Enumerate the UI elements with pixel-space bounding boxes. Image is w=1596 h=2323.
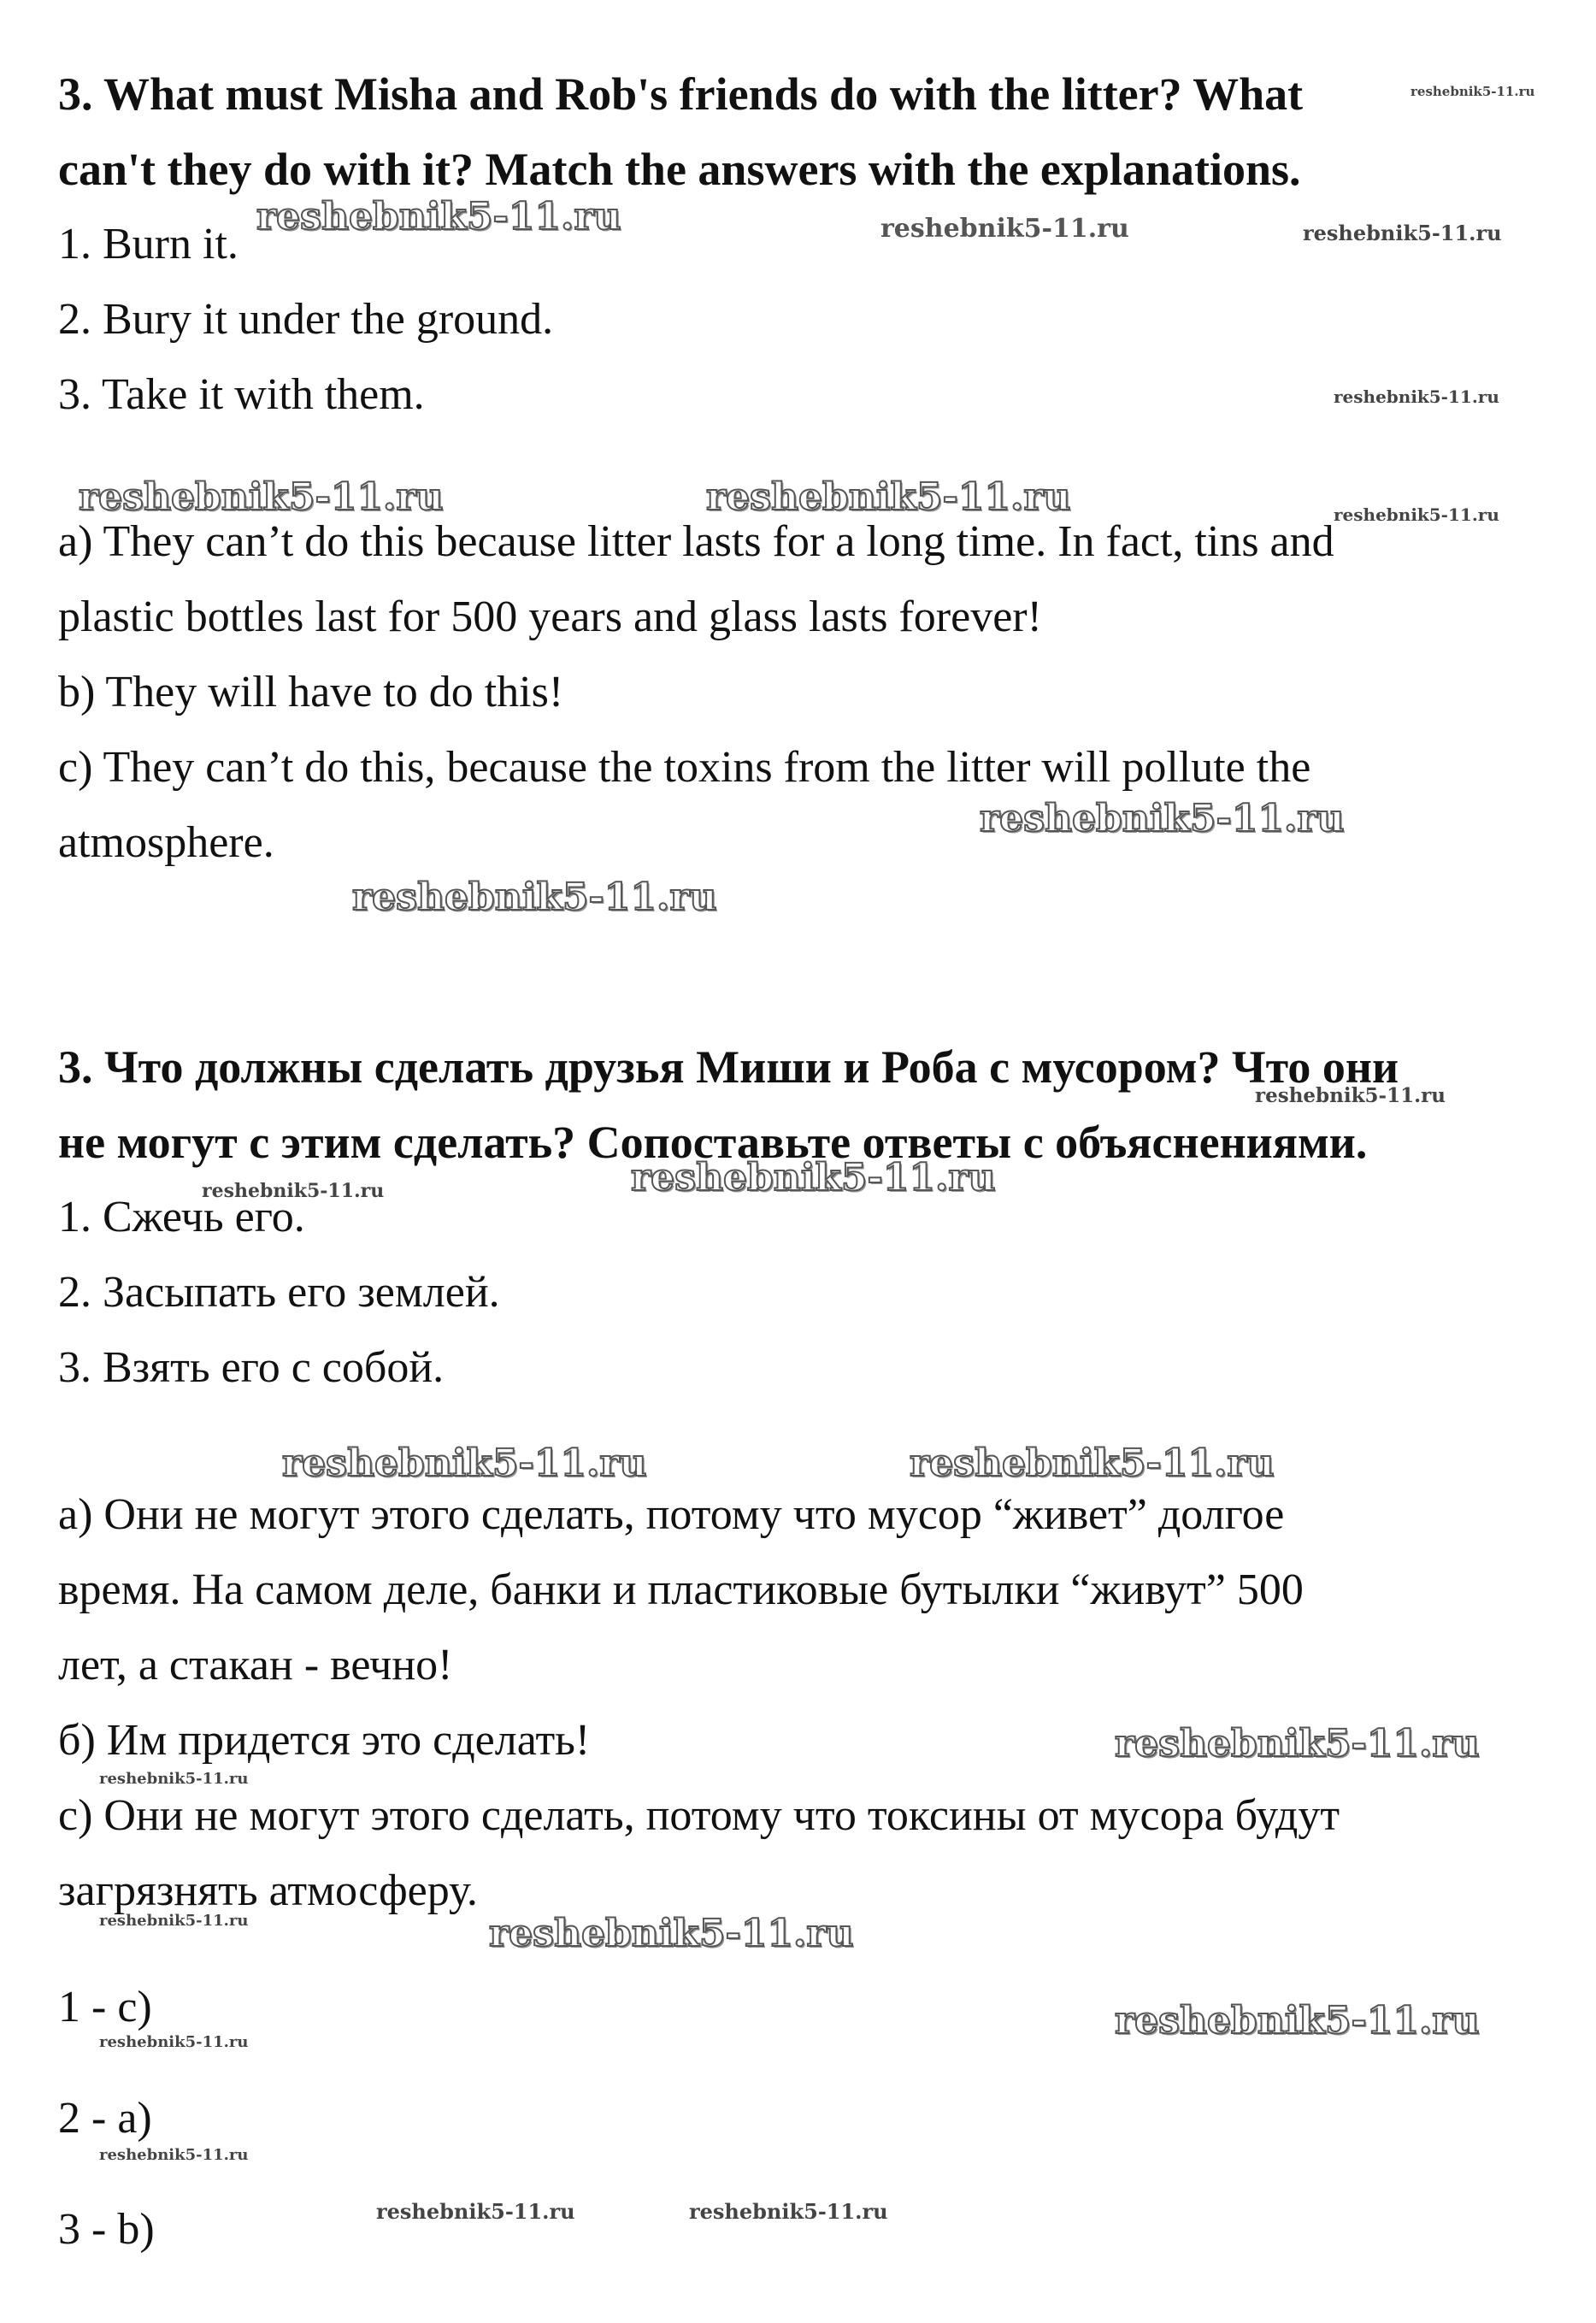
answer: 3 - b)	[58, 2205, 155, 2254]
english-explanation: atmosphere.	[58, 818, 274, 867]
watermark: reshebnik5-11.ru	[99, 1770, 249, 1788]
watermark: reshebnik5-11.ru	[1334, 386, 1499, 407]
russian-explanation: с) Они не могут этого сделать, потому что токсины от мусора будут	[58, 1791, 1340, 1840]
english-item: 1. Burn it.	[58, 220, 239, 268]
watermark: reshebnik5-11.ru	[880, 214, 1129, 244]
russian-explanation: загрязнять атмосферу.	[58, 1866, 478, 1915]
english-item: 3. Take it with them.	[58, 370, 425, 419]
watermark: reshebnik5-11.ru	[99, 2033, 249, 2051]
russian-explanation: а) Они не могут этого сделать, потому что мусор “живет” долгое	[58, 1490, 1285, 1539]
watermark: reshebnik5-11.ru	[376, 2199, 575, 2224]
russian-explanation: б) Им придется это сделать!	[58, 1716, 591, 1765]
russian-heading-line-2: не могут с этим сделать? Сопоставьте ответы с объяснениями.	[58, 1117, 1368, 1168]
watermark: reshebnik5-11.ru	[99, 2146, 249, 2164]
russian-item: 3. Взять его с собой.	[58, 1343, 445, 1392]
russian-explanation: время. На самом деле, банки и пластиковые бутылки “живут” 500	[58, 1565, 1304, 1614]
russian-item: 1. Сжечь его.	[58, 1193, 305, 1241]
russian-heading-line-1: 3. Что должны сделать друзья Миши и Роба с мусором? Что они	[58, 1041, 1399, 1093]
watermark: reshebnik5-11.ru	[1334, 504, 1499, 525]
answer: 2 - a)	[58, 2094, 152, 2143]
russian-explanation: лет, а стакан - вечно!	[58, 1641, 453, 1689]
watermark: reshebnik5-11.ru	[910, 1442, 1275, 1485]
watermark: reshebnik5-11.ru	[980, 797, 1345, 840]
english-heading-line-2: can't they do with it? Match the answers with the explanations.	[58, 144, 1301, 195]
watermark: reshebnik5-11.ru	[79, 475, 444, 519]
watermark: reshebnik5-11.ru	[282, 1442, 647, 1485]
russian-item: 2. Засыпать его землей.	[58, 1268, 500, 1317]
watermark: reshebnik5-11.ru	[489, 1912, 854, 1955]
watermark: reshebnik5-11.ru	[631, 1156, 996, 1200]
english-explanation: plastic bottles last for 500 years and glass lasts forever!	[58, 593, 1042, 641]
answer: 1 - c)	[58, 1983, 152, 2031]
watermark: reshebnik5-11.ru	[1410, 84, 1535, 99]
watermark: reshebnik5-11.ru	[352, 876, 717, 919]
watermark: reshebnik5-11.ru	[202, 1180, 385, 1202]
english-explanation: a) They can’t do this because litter lasts for a long time. In fact, tins and	[58, 517, 1334, 566]
watermark: reshebnik5-11.ru	[99, 1912, 249, 1930]
english-explanation: c) They can’t do this, because the toxins from the litter will pollute the	[58, 743, 1311, 792]
watermark: reshebnik5-11.ru	[256, 195, 621, 239]
watermark: reshebnik5-11.ru	[1303, 221, 1502, 245]
english-explanation: b) They will have to do this!	[58, 668, 564, 716]
watermark: reshebnik5-11.ru	[689, 2199, 888, 2224]
english-item: 2. Bury it under the ground.	[58, 295, 554, 344]
watermark: reshebnik5-11.ru	[1255, 1084, 1446, 1107]
watermark: reshebnik5-11.ru	[1115, 1722, 1480, 1766]
watermark: reshebnik5-11.ru	[706, 475, 1071, 519]
watermark: reshebnik5-11.ru	[1115, 1999, 1480, 2043]
english-heading-line-1: 3. What must Misha and Rob's friends do with the litter? What	[58, 68, 1304, 120]
